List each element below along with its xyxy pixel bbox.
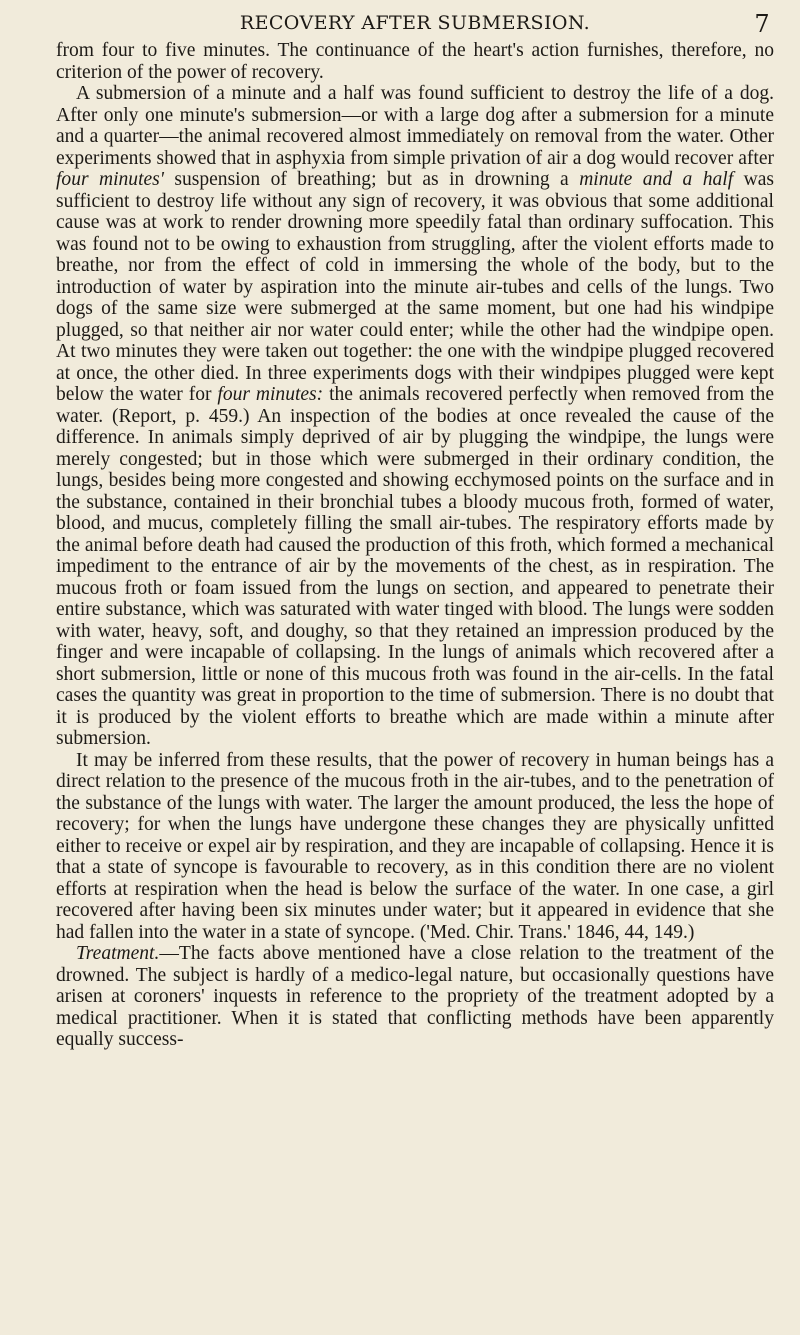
text-run: the animals recovered perfectly when removed from the water. (Report, p. 459.) An inspection of the bodies at once revealed the cause of the difference. In animals simply deprived of air by plugging the windpipe, the lungs were merely congested; but in those which were submerged in their ordinary condition, the lungs, besides being more congested and showing ecchymosed points on the surface and in the substance, contained in their bronchial tubes a bloody mucous froth, formed of water, blood, and mucus, completely filling the small air-tubes. The respiratory efforts made by the animal before death had caused the production of this froth, which formed a mechanical impediment to the entrance of air by the movements of the chest, as in respiration. The mucous froth or foam issued from the lungs on section, and appeared to penetrate their entire substance, which was saturated with water tinged with blood. The lungs were sodden with water, heavy, soft, and doughy, so that they retained an impression produced by the finger and were incapable of collapsing. In the lungs of animals which recovered after a short submersion, little or none of this mucous froth was found in the air-cells. In the fatal cases the quantity was great in proportion to the time of submersion. There is no doubt that it is produced by the violent efforts to breathe which are made within a minute after submersion. (56, 384, 774, 749)
italic-text: Treatment. (76, 943, 160, 964)
italic-text: four minutes: (217, 384, 324, 405)
text-run: from four to five minutes. The continuance of the heart's action furnishes, therefore, no criterion of the power of recovery. (56, 40, 774, 83)
paragraph (56, 750, 774, 944)
body-text (56, 40, 774, 1051)
text-run: It may be inferred from these results, that the power of recovery in human beings has a direct relation to the presence of the mucous froth in the air-tubes, and to the penetration of the substance of the lungs with water. The larger the amount produced, the less the hope of recovery; for when the lungs have undergone these changes they are physically unfitted either to receive or expel air by respiration, and they are incapable of collapsing. Hence it is that a state of syncope is favourable to recovery, as in this condition there are no violent efforts at respiration when the head is below the surface of the water. In one case, a girl recovered after having been six minutes under water; but it appeared in evidence that she had fallen into the water in a state of syncope. ('Med. Chir. Trans.' 1846, 44, 149.) (56, 749, 774, 943)
page-number: 7 (754, 10, 770, 38)
paragraph (56, 943, 774, 1051)
running-head: RECOVERY AFTER SUBMERSION. (239, 12, 591, 34)
italic-text: minute and a half (579, 169, 734, 190)
text-run: —The facts above mentioned have a close relation to the treatment of the drowned. The subject is hardly of a medico-legal nature, but occasionally questions have arisen at coroners' inquests in reference to the propriety of the treatment adopted by a medical practitioner. When it is stated that conflicting methods have been apparently equally success- (56, 943, 774, 1050)
paragraph (56, 83, 774, 750)
page-header (56, 10, 774, 40)
paragraph (56, 40, 774, 83)
italic-text: four minutes' (56, 169, 164, 190)
text-run: was sufficient to destroy life without any sign of recovery, it was obvious that some additional cause was at work to render drowning more speedily fatal than ordinary suffocation. This was found not to be owing to exhaustion from struggling, after the violent efforts made to breathe, nor from the effect of cold in immersing the whole of the body, but to the introduction of water by aspiration into the minute air-tubes and cells of the lungs. Two dogs of the same size were submerged at the same moment, but one had his windpipe plugged, so that neither air nor water could enter; while the other had the windpipe open. At two minutes they were taken out together: the one with the windpipe plugged recovered at once, the other died. In three experiments dogs with their windpipes plugged were kept below the water for (56, 169, 774, 405)
text-run: A submersion of a minute and a half was found sufficient to destroy the life of a dog. After only one minute's submersion—or with a large dog after a submersion for a minute and a quarter—the animal recovered almost immediately on removal from the water. Other experiments showed that in asphyxia from simple privation of air a dog would recover after (56, 83, 774, 169)
text-run: suspension of breathing; but as in drowning a (163, 169, 580, 190)
